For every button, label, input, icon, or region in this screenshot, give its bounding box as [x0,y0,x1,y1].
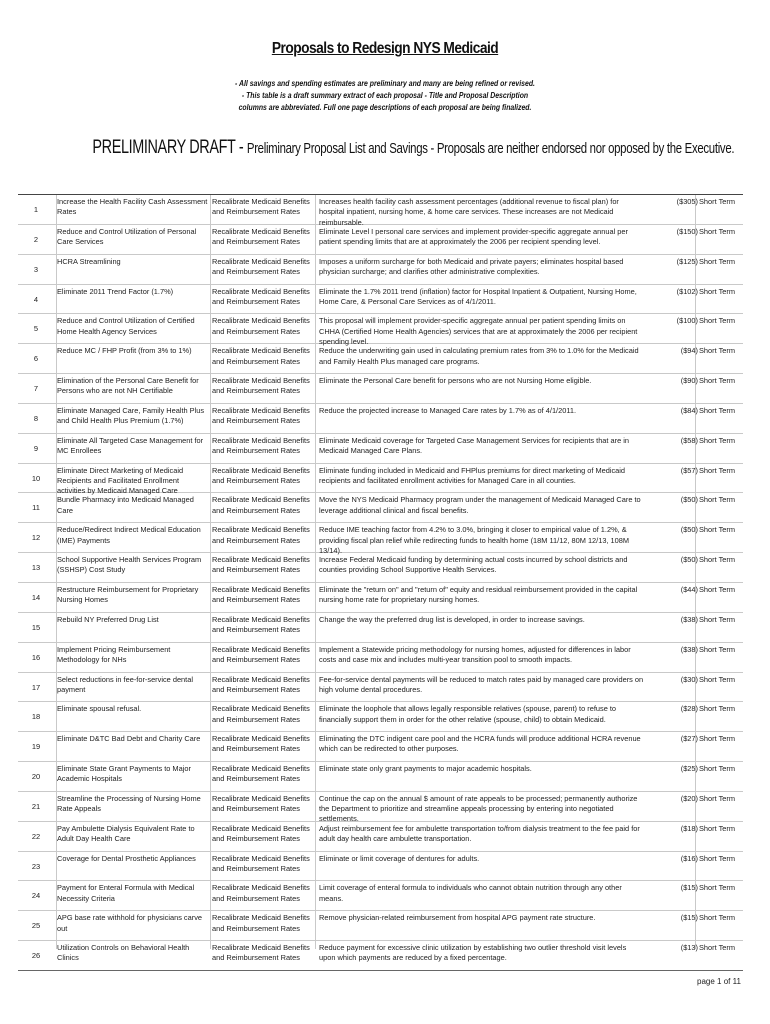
proposal-category: Recalibrate Medicaid Benefits and Reimbursement Rates [212,376,310,396]
row-number: 24 [31,891,41,901]
proposal-title: Coverage for Dental Prosthetic Appliances [57,853,196,863]
proposal-description: Increases health facility cash assessment percentages (additional revenue to fiscal plan) for hospital inpatient, nursing home, & home care services. These increases are not Medicaid reimbursable. [319,197,619,227]
proposal-title: Eliminate Managed Care, Family Health Plus and Child Health Plus Premium (1.7%) [57,405,205,426]
proposal-title: Rebuild NY Preferred Drug List [57,614,159,624]
proposal-title: Eliminate All Targeted Case Management for MC Enrollees [57,435,204,456]
table-row [18,493,743,523]
proposal-title: Reduce/Redirect Indirect Medical Education (IME) Payments [57,525,201,545]
proposal-description: Change the way the preferred drug list is developed, in order to increase savings. [319,614,585,624]
savings-amount: ($15) [680,913,698,923]
proposal-title: Select reductions in fee-for-service dental payment [57,674,193,694]
table-row [18,762,743,792]
row-number: 10 [31,473,41,483]
savings-term: Short Term [699,584,736,594]
savings-amount: ($50) [680,525,698,535]
table-row [18,613,743,643]
savings-term: Short Term [699,316,736,326]
savings-term: Short Term [699,823,736,833]
proposal-description: Eliminating the DTC indigent care pool and the HCRA funds will produce additional HCRA revenue which can be redirected to other purposes. [319,734,641,754]
savings-term: Short Term [699,853,736,863]
savings-amount: ($50) [680,555,698,565]
draft-heading-rest: Preliminary Proposal List and Savings - Proposals are neither endorsed nor opposed by the Executive. [246,140,735,157]
proposal-title: Restructure Reimbursement for Proprietary Nursing Homes [57,584,199,605]
row-number: 17 [31,682,41,692]
row-number: 26 [31,951,41,961]
proposal-category: Recalibrate Medicaid Benefits and Reimbursement Rates [212,644,310,664]
proposal-category: Recalibrate Medicaid Benefits and Reimbursement Rates [212,853,310,873]
savings-amount: ($16) [680,853,698,863]
table-row [18,911,743,941]
proposal-title: Bundle Pharmacy into Medicaid Managed Care [57,495,194,515]
savings-term: Short Term [699,256,736,266]
savings-term: Short Term [699,465,736,475]
proposal-title: Eliminate D&TC Bad Debt and Charity Care [57,734,201,744]
savings-amount: ($84) [680,405,698,415]
table-row [18,792,743,822]
proposal-title: Elimination of the Personal Care Benefit for Persons who are not NH Certifiable [57,376,199,396]
table-row [18,583,743,613]
savings-term: Short Term [699,913,736,923]
proposal-description: Eliminate the Personal Care benefit for persons who are not Nursing Home eligible. [319,376,592,386]
proposal-title: Reduce and Control Utilization of Certified Home Health Agency Services [57,316,195,336]
row-number: 22 [31,831,41,841]
savings-term: Short Term [699,376,736,386]
savings-term: Short Term [699,734,736,744]
savings-amount: ($94) [680,346,698,356]
note-line: columns are abbreviated. Full one page descriptions of each proposal are being finalized. [238,103,532,112]
proposal-description: Remove physician-related reimbursement from hospital APG payment rate structure. [319,913,596,923]
proposal-category: Recalibrate Medicaid Benefits and Reimbursement Rates [212,584,310,605]
proposal-category: Recalibrate Medicaid Benefits and Reimbursement Rates [212,674,310,694]
proposal-title: Eliminate spousal refusal. [57,704,142,714]
proposal-description: Eliminate the loophole that allows legally responsible relatives (spouse, parent) to refuse to financially support them in order for the other relative (spouse, child) to obtain Medicaid. [319,704,617,724]
savings-term: Short Term [699,704,736,714]
proposal-title: School Supportive Health Services Program (SSHSP) Cost Study [57,555,202,575]
proposal-title: Reduce MC / FHP Profit (from 3% to 1%) [57,346,192,356]
savings-amount: ($90) [680,376,698,386]
table-row [18,344,743,374]
proposal-title: Payment for Enteral Formula with Medical Necessity Criteria [57,883,195,903]
savings-term: Short Term [699,495,736,505]
note-line: - This table is a draft summary extract of each proposal - Title and Proposal Description [241,91,529,100]
proposal-description: Reduce payment for excessive clinic utilization by establishing two outlier threshold visit levels upon which payments are reduced by a fixed percentage. [319,943,627,963]
proposal-description: Reduce IME teaching factor from 4.2% to 3.0%, bringing it closer to empirical value of 1.2%, & providing fiscal plan relief while redirecting funds to health home (18M 11/12, 80M 12/13, 108M 13/14). [319,525,630,555]
table-row [18,852,743,882]
proposal-title: Pay Ambulette Dialysis Equivalent Rate to Adult Day Health Care [57,823,195,844]
proposal-description: Increase Federal Medicaid funding by determining actual costs incurred by school districts and counties providing School Supportive Health Services. [319,555,628,575]
savings-term: Short Term [699,883,736,893]
note-line: - All savings and spending estimates are preliminary and many are being refined or revised. [235,79,535,88]
savings-term: Short Term [699,226,736,236]
table-row [18,553,743,583]
row-number: 9 [33,443,39,453]
page-footer: page 1 of 11 [697,977,741,986]
savings-term: Short Term [699,674,736,684]
proposal-category: Recalibrate Medicaid Benefits and Reimbursement Rates [212,226,310,247]
savings-term: Short Term [699,555,736,565]
savings-term: Short Term [699,614,736,624]
savings-term: Short Term [699,346,736,356]
draft-heading [92,137,735,159]
row-number: 12 [31,533,41,543]
proposal-category: Recalibrate Medicaid Benefits and Reimbursement Rates [212,943,310,963]
proposal-description: Eliminate state only grant payments to major academic hospitals. [319,764,532,774]
savings-amount: ($28) [680,704,698,714]
savings-amount: ($305) [676,197,698,206]
proposal-description: Continue the cap on the annual $ amount of rate appeals to be processed; permanently authorize the Department to prioritize and streamline appeals processing by entering into negotiated settlements. [319,793,638,824]
table-row [18,523,743,553]
table-row [18,225,743,255]
proposal-category: Recalibrate Medicaid Benefits and Reimbursement Rates [212,256,310,276]
proposal-title: Implement Pricing Reimbursement Methodology for NHs [57,644,171,664]
row-number: 3 [33,264,39,274]
proposal-description: Limit coverage of enteral formula to individuals who cannot obtain nutrition through any other means. [319,883,622,903]
savings-amount: ($57) [680,465,698,475]
savings-amount: ($58) [680,435,698,445]
savings-amount: ($18) [680,823,698,833]
proposal-category: Recalibrate Medicaid Benefits and Reimbursement Rates [212,614,310,635]
savings-amount: ($27) [680,734,698,744]
row-number: 5 [33,324,39,334]
table-row [18,434,743,464]
row-number: 1 [33,205,39,214]
savings-term: Short Term [699,644,736,654]
proposal-category: Recalibrate Medicaid Benefits and Reimbursement Rates [212,197,310,217]
savings-amount: ($15) [680,883,698,893]
proposal-category: Recalibrate Medicaid Benefits and Reimbursement Rates [212,883,310,903]
proposal-description: Eliminate Medicaid coverage for Targeted Case Management Services for recipients that are in Medicaid Managed Care Plans. [319,435,630,456]
proposal-category: Recalibrate Medicaid Benefits and Reimbursement Rates [212,316,310,336]
table-row [18,285,743,315]
row-number: 8 [33,413,39,423]
proposal-description: Reduce the underwriting gain used in calculating premium rates from 3% to 1.0% for the Medicaid and Family Health Plus managed care programs. [319,346,639,366]
proposal-description: Eliminate the "return on" and "return of" equity and residual reimbursement provided in the capital nursing home rate for proprietary nursing homes. [319,584,638,605]
savings-amount: ($50) [680,495,698,505]
table-row [18,881,743,911]
proposal-category: Recalibrate Medicaid Benefits and Reimbursement Rates [212,465,310,485]
proposal-title: Utilization Controls on Behavioral Health Clinics [57,943,190,963]
proposal-title: Eliminate State Grant Payments to Major Academic Hospitals [57,764,191,784]
savings-amount: ($102) [676,286,698,296]
proposal-category: Recalibrate Medicaid Benefits and Reimbursement Rates [212,764,310,784]
row-number: 20 [31,772,41,782]
proposal-category: Recalibrate Medicaid Benefits and Reimbursement Rates [212,495,310,515]
savings-term: Short Term [699,793,736,803]
proposal-category: Recalibrate Medicaid Benefits and Reimbursement Rates [212,346,310,366]
draft-heading-bold: PRELIMINARY DRAFT - [92,137,247,158]
proposal-category: Recalibrate Medicaid Benefits and Reimbursement Rates [212,286,310,306]
savings-term: Short Term [699,764,736,774]
savings-amount: ($30) [680,674,698,684]
proposal-category: Recalibrate Medicaid Benefits and Reimbursement Rates [212,913,310,933]
proposal-description: Move the NYS Medicaid Pharmacy program under the management of Medicaid Managed Care to leverage additional clinical and fiscal benefits. [319,495,641,515]
proposal-category: Recalibrate Medicaid Benefits and Reimbursement Rates [212,793,310,814]
proposal-category: Recalibrate Medicaid Benefits and Reimbursement Rates [212,823,310,844]
savings-amount: ($150) [676,226,698,236]
preliminary-notes [54,78,716,114]
proposal-category: Recalibrate Medicaid Benefits and Reimbursement Rates [212,734,310,754]
savings-amount: ($38) [680,614,698,624]
table-row [18,643,743,673]
proposal-category: Recalibrate Medicaid Benefits and Reimbursement Rates [212,405,310,426]
savings-term: Short Term [699,943,736,953]
proposal-description: Imposes a uniform surcharge for both Medicaid and private payers; eliminates hospital based physician surcharge; and clarifies other administrative complexities. [319,256,624,276]
proposal-title: Streamline the Processing of Nursing Home Rate Appeals [57,793,201,814]
proposal-description: Eliminate Level I personal care services and implement provider-specific aggregate annual per patient spending limits that are at approximately the 2006 per recipient spending level. [319,226,628,247]
table-row [18,255,743,285]
row-number: 19 [31,742,41,752]
row-number: 6 [33,354,39,364]
row-number: 18 [31,712,41,722]
proposal-title: APG base rate withhold for physicians carve out [57,913,203,933]
savings-amount: ($44) [680,584,698,594]
proposal-category: Recalibrate Medicaid Benefits and Reimbursement Rates [212,555,310,575]
row-number: 7 [33,384,39,394]
table-row [18,673,743,703]
savings-term: Short Term [699,286,736,296]
row-number: 14 [31,592,41,602]
proposal-description: Adjust reimbursement fee for ambulette transportation to/from dialysis treatment to the fee paid for adult day health care ambulette transportation. [319,823,640,844]
row-number: 21 [31,801,41,811]
row-number: 2 [33,234,39,244]
proposal-title: Reduce and Control Utilization of Personal Care Services [57,226,197,247]
savings-term: Short Term [699,525,736,535]
proposal-description: Fee-for-service dental payments will be reduced to match rates paid by managed care providers on high volume dental procedures. [319,674,644,694]
proposal-title: Eliminate Direct Marketing of Medicaid Recipients and Facilitated Enrollment activities by Medicaid Managed Care [57,465,184,496]
proposal-category: Recalibrate Medicaid Benefits and Reimbursement Rates [212,525,310,545]
table-row [18,374,743,404]
table-row [18,404,743,434]
savings-amount: ($38) [680,644,698,654]
proposal-category: Recalibrate Medicaid Benefits and Reimbursement Rates [212,435,310,456]
savings-amount: ($25) [680,764,698,774]
proposal-description: Reduce the projected increase to Managed Care rates by 1.7% as of 4/1/2011. [319,405,577,415]
proposal-table [18,194,743,971]
savings-term: Short Term [699,197,736,206]
row-number: 15 [31,622,41,632]
savings-term: Short Term [699,435,736,445]
proposal-description: Implement a Statewide pricing methodology for nursing homes, adjusted for differences in labor costs and case mix and includes multi-year transition pool to smooth impacts. [319,644,631,664]
savings-amount: ($100) [676,316,698,326]
proposal-category: Recalibrate Medicaid Benefits and Reimbursement Rates [212,704,310,724]
proposal-title: Eliminate 2011 Trend Factor (1.7%) [57,286,174,296]
table-row [18,195,743,225]
proposal-description: Eliminate funding included in Medicaid and FHPlus premiums for direct marketing of Medicaid recipients and facilitated enrollment activities for Managed Care in all counties. [319,465,626,485]
proposal-title: HCRA Streamlining [57,256,121,266]
row-number: 25 [31,921,41,931]
proposal-description: Eliminate the 1.7% 2011 trend (inflation) factor for Hospital Inpatient & Outpatient, Nursing Home, Home Care, & Personal Care Services as of 4/1/2011. [319,286,637,306]
row-number: 11 [32,503,40,513]
savings-term: Short Term [699,405,736,415]
document-title: Proposals to Redesign NYS Medicaid [271,40,499,57]
savings-amount: ($125) [676,256,698,266]
proposal-title: Increase the Health Facility Cash Assessment Rates [57,197,208,217]
proposal-description: This proposal will implement provider-specific aggregate annual per patient spending limits on CHHA (Certified Home Health Agencies) services that are at approximately the 2006 per recipient spending level. [319,316,638,346]
savings-amount: ($20) [680,793,698,803]
table-row [18,314,743,344]
table-row [18,732,743,762]
table-row [18,822,743,852]
row-number: 16 [31,652,41,662]
proposal-description: Eliminate or limit coverage of dentures for adults. [319,853,480,863]
row-number: 23 [31,861,41,871]
savings-amount: ($13) [680,943,698,953]
row-number: 4 [33,294,39,304]
table-row [18,464,743,494]
table-row [18,941,743,971]
table-row [18,702,743,732]
row-number: 13 [31,563,41,573]
